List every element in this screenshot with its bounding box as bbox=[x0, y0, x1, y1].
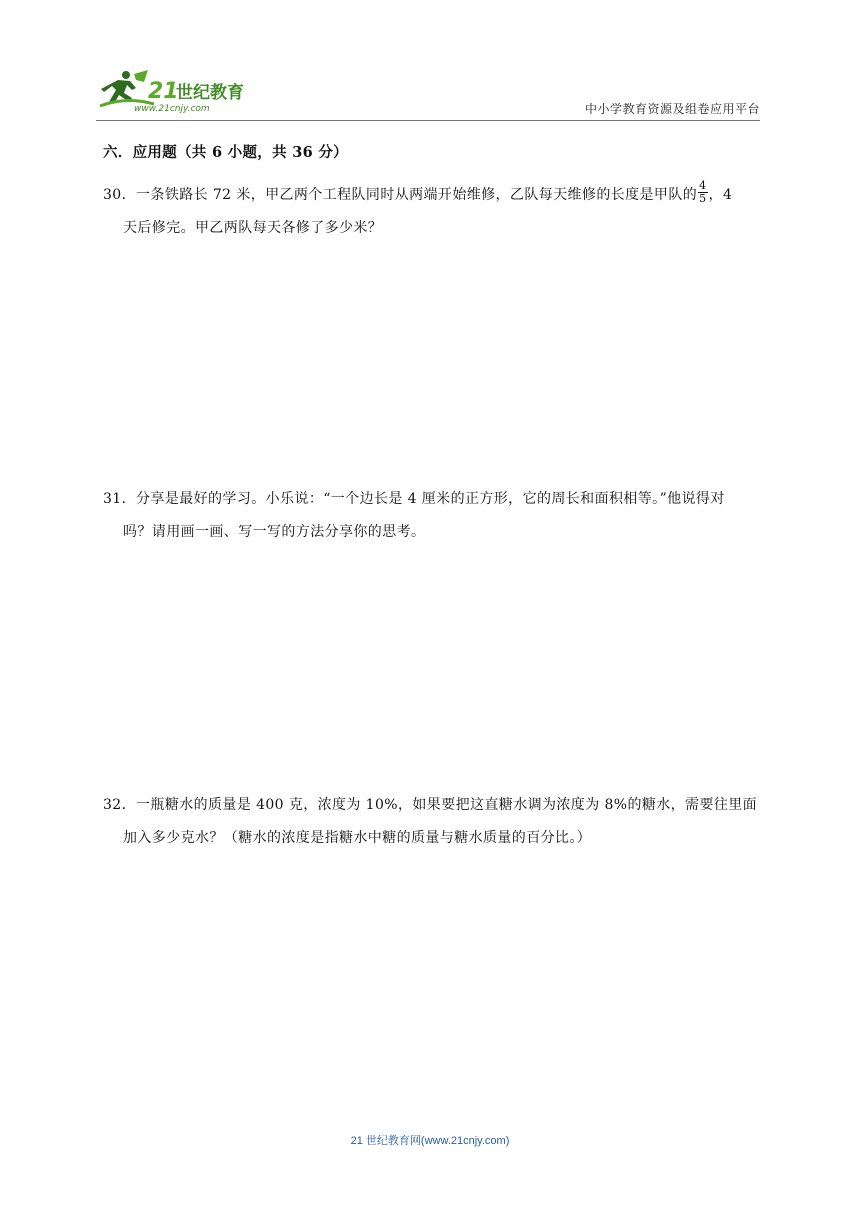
question-line: 加入多少克水？（糖水的浓度是指糖水中糖的质量与糖水质量的百分比。） bbox=[123, 830, 592, 846]
platform-label: 中小学教育资源及组卷应用平台 bbox=[584, 102, 760, 116]
question-line: 天后修完。甲乙两队每天各修了多少米？ bbox=[123, 220, 383, 236]
header-divider bbox=[96, 120, 760, 121]
svg-text:世纪教育: 世纪教育 bbox=[176, 83, 244, 103]
question-text: 30．一条铁路长 72 米，甲乙两个工程队同时从两端开始维修，乙队每天维修的长度是甲队的 bbox=[103, 187, 698, 203]
runner-icon bbox=[100, 70, 154, 106]
fraction-denominator: 5 bbox=[699, 191, 707, 205]
question-31 bbox=[103, 483, 763, 549]
fraction bbox=[698, 180, 707, 205]
section-title: 六．应用题（共 6 小题，共 36 分） bbox=[103, 144, 348, 161]
svg-text:21: 21 bbox=[148, 79, 179, 104]
question-text: ，4 bbox=[708, 187, 733, 203]
question-line: 吗？请用画一画、写一写的方法分享你的思考。 bbox=[123, 524, 426, 540]
page-header bbox=[96, 68, 760, 118]
question-line: 32．一瓶糖水的质量是 400 克，浓度为 10%，如果要把这直糖水调为浓度为 8%的糖水，需要往里面 bbox=[103, 797, 758, 813]
question-line bbox=[103, 179, 763, 212]
question-line: 31．分享是最好的学习。小乐说：“一个边长是 4 厘米的正方形，它的周长和面积相等。”他说得对 bbox=[103, 491, 725, 507]
page-footer[interactable]: 21 世纪教育网(www.21cnjy.com) bbox=[350, 1135, 510, 1147]
fraction-numerator: 4 bbox=[699, 178, 707, 192]
svg-text:www.21cnjy.com: www.21cnjy.com bbox=[134, 104, 210, 114]
question-30 bbox=[103, 179, 763, 245]
question-32 bbox=[103, 789, 763, 855]
logo bbox=[96, 68, 266, 114]
